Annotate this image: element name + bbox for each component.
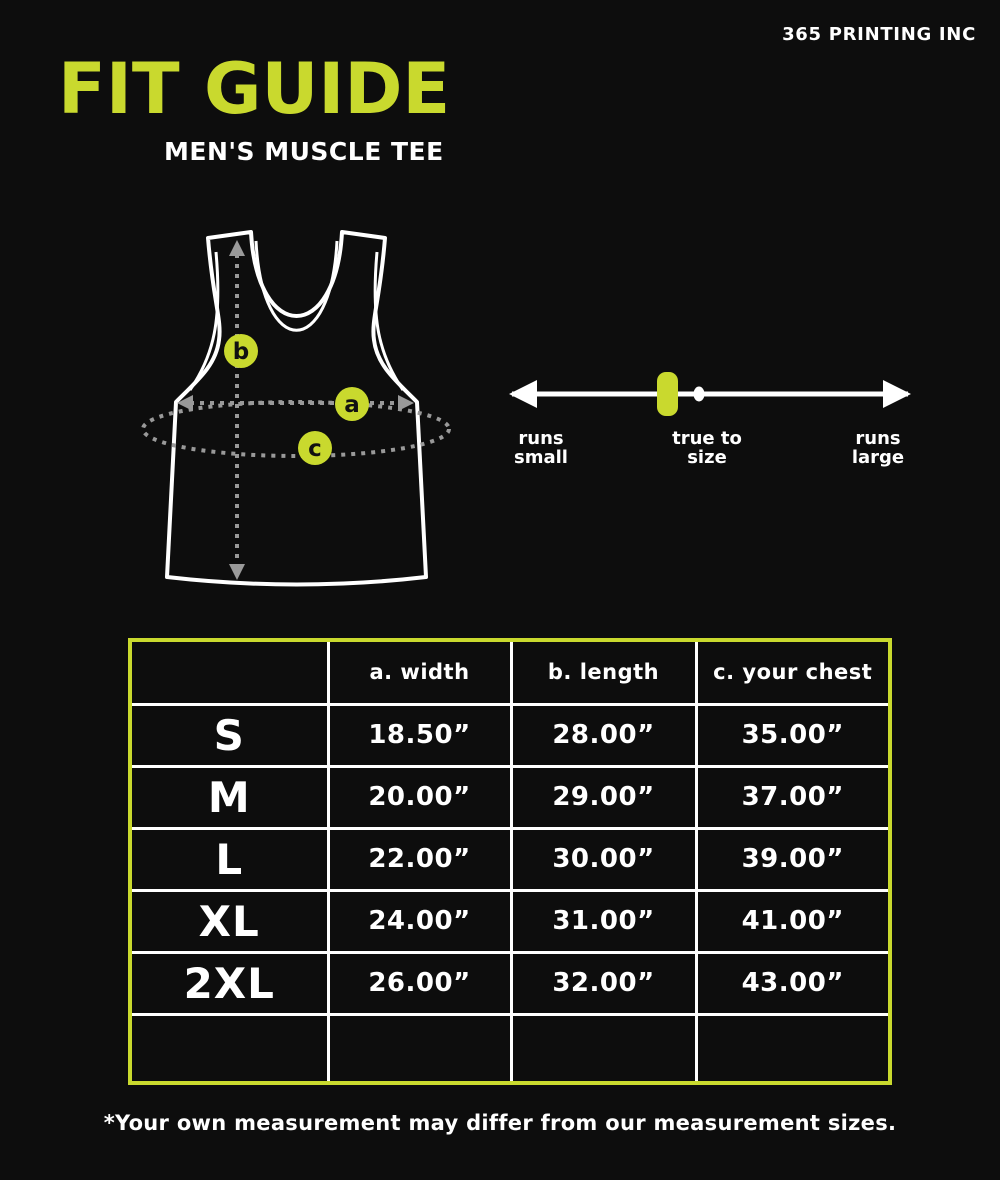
runs-large-line1: runs bbox=[855, 428, 901, 449]
size-cell: XL bbox=[130, 890, 328, 952]
length-cell: 30.00” bbox=[511, 828, 696, 890]
runs-small-line2: small bbox=[514, 446, 568, 468]
width-cell: 22.00” bbox=[328, 828, 511, 890]
fit-scale-label-true-to-size bbox=[652, 430, 762, 468]
true-to-size-line2: size bbox=[687, 446, 727, 468]
width-cell: 26.00” bbox=[328, 952, 511, 1014]
footnote: *Your own measurement may differ from our measurement sizes. bbox=[103, 1111, 897, 1135]
header-size bbox=[130, 640, 328, 704]
page-subtitle: MEN'S MUSCLE TEE bbox=[164, 137, 444, 166]
length-arrow-top bbox=[229, 240, 245, 256]
empty-cell bbox=[696, 1014, 890, 1083]
width-cell: 20.00” bbox=[328, 766, 511, 828]
table-row bbox=[130, 952, 890, 1014]
length-cell: 29.00” bbox=[511, 766, 696, 828]
fit-scale-dot bbox=[694, 387, 705, 402]
table-empty-row bbox=[130, 1014, 890, 1083]
header-width: a. width bbox=[328, 640, 511, 704]
fit-scale-label-runs-large bbox=[823, 430, 933, 468]
runs-large-line2: large bbox=[851, 446, 905, 468]
chest-cell: 39.00” bbox=[696, 828, 890, 890]
empty-cell bbox=[511, 1014, 696, 1083]
tee-outline bbox=[167, 232, 426, 585]
true-to-size-line1: true to bbox=[672, 428, 742, 449]
page-title: FIT GUIDE bbox=[58, 48, 451, 130]
size-cell: S bbox=[130, 704, 328, 766]
fit-scale-label-runs-small bbox=[486, 430, 596, 468]
header-chest: c. your chest bbox=[696, 640, 890, 704]
width-cell: 18.50” bbox=[328, 704, 511, 766]
table-row bbox=[130, 890, 890, 952]
empty-cell bbox=[130, 1014, 328, 1083]
header-length: b. length bbox=[511, 640, 696, 704]
size-cell: L bbox=[130, 828, 328, 890]
width-cell: 24.00” bbox=[328, 890, 511, 952]
chest-cell: 41.00” bbox=[696, 890, 890, 952]
point-b-label: b bbox=[232, 339, 250, 365]
chest-cell: 43.00” bbox=[696, 952, 890, 1014]
table-row bbox=[130, 766, 890, 828]
runs-small-line1: runs bbox=[518, 428, 564, 449]
chest-cell: 37.00” bbox=[696, 766, 890, 828]
point-a-label: a bbox=[344, 392, 360, 418]
size-cell: M bbox=[130, 766, 328, 828]
length-cell: 31.00” bbox=[511, 890, 696, 952]
fit-scale-marker bbox=[657, 372, 678, 416]
chest-cell: 35.00” bbox=[696, 704, 890, 766]
fit-scale-arrow-left bbox=[509, 380, 537, 408]
length-arrow-bottom bbox=[229, 564, 245, 580]
table-row bbox=[130, 828, 890, 890]
table-header-row bbox=[130, 640, 890, 704]
length-cell: 28.00” bbox=[511, 704, 696, 766]
empty-cell bbox=[328, 1014, 511, 1083]
length-cell: 32.00” bbox=[511, 952, 696, 1014]
brand-name: 365 PRINTING INC bbox=[782, 24, 976, 45]
fit-scale-arrow-right bbox=[883, 380, 911, 408]
size-chart-table bbox=[128, 638, 892, 1085]
table-row bbox=[130, 704, 890, 766]
chest-ellipse-measure-line bbox=[143, 402, 449, 456]
size-cell: 2XL bbox=[130, 952, 328, 1014]
point-c-label: c bbox=[308, 436, 322, 462]
